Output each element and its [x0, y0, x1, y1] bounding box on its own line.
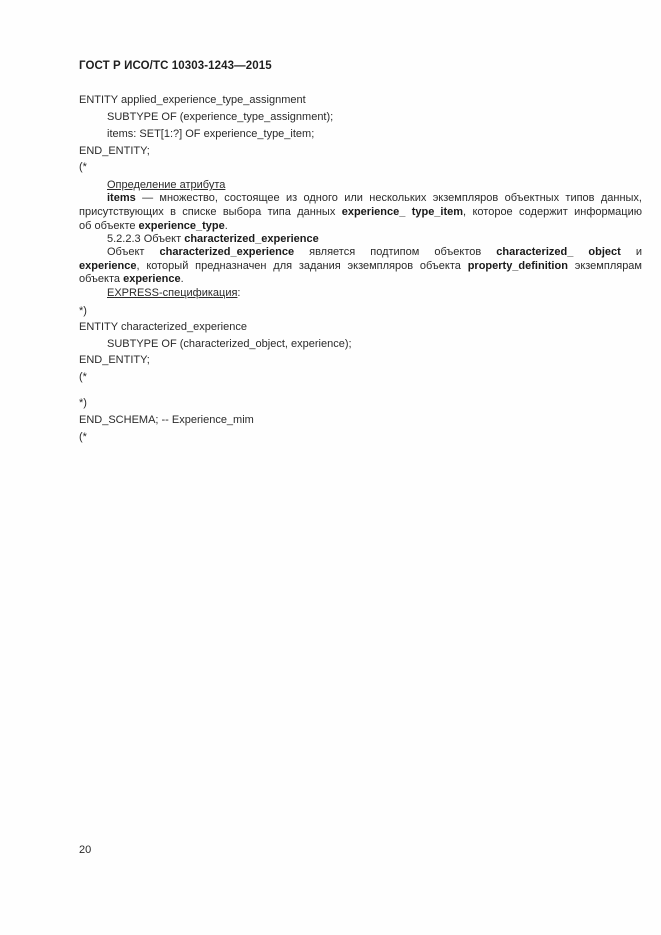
- entity-name: characterized_ object: [496, 246, 621, 258]
- section-desc-line-3: [79, 272, 184, 286]
- entity-declaration: ENTITY applied_experience_type_assignment: [79, 94, 306, 106]
- entity-name: experience_type: [138, 220, 225, 232]
- definition-text: об объекте: [79, 220, 139, 232]
- entity-name: experience: [79, 260, 137, 272]
- comment-close: *): [79, 397, 87, 409]
- definition-text: присутствующих в списке выбора типа данных: [79, 206, 342, 218]
- definition-text: — множество, состоящее из одного или нескольких экземпляров объектных типов данных,: [135, 192, 642, 204]
- desc-text: является подтипом объектов: [294, 246, 497, 258]
- express-heading: EXPRESS-спецификация: [107, 287, 238, 299]
- definition-line-2: [79, 205, 642, 219]
- desc-text: Объект: [107, 246, 160, 258]
- colon: :: [237, 287, 241, 299]
- desc-text: экземплярам: [567, 260, 642, 272]
- comment-open: (*: [79, 371, 87, 383]
- section-number: 5.2.2.3 Объект: [107, 233, 185, 245]
- page-number: 20: [79, 844, 92, 856]
- desc-text: объекта: [79, 273, 124, 285]
- definition-text: .: [224, 220, 228, 232]
- section-title: characterized_experience: [184, 233, 319, 245]
- comment-open: (*: [79, 431, 87, 443]
- section-heading: [107, 232, 319, 246]
- express-spec-label: [107, 286, 240, 300]
- section-desc-line-2: [79, 259, 642, 273]
- end-entity: END_ENTITY;: [79, 354, 150, 366]
- items-attribute: items: SET[1:?] OF experience_type_item;: [107, 128, 315, 140]
- subtype-clause: SUBTYPE OF (experience_type_assignment);: [107, 111, 334, 123]
- entity-name: property_definition: [467, 260, 568, 272]
- entity-declaration: ENTITY characterized_experience: [79, 321, 247, 333]
- attribute-definition-heading: Определение атрибута: [107, 179, 226, 191]
- subtype-clause: SUBTYPE OF (characterized_object, experience);: [107, 338, 352, 350]
- definition-line-3: [79, 219, 228, 233]
- document-header: ГОСТ Р ИСО/ТС 10303-1243—2015: [79, 60, 272, 72]
- desc-text: , который предназначен для задания экземпляров объекта: [136, 260, 468, 272]
- entity-name: experience: [123, 273, 181, 285]
- desc-text: и: [620, 246, 643, 258]
- comment-open: (*: [79, 161, 87, 173]
- section-desc-line-1: [107, 245, 642, 259]
- definition-text: , которое содержит информацию: [463, 206, 642, 218]
- end-entity: END_ENTITY;: [79, 145, 150, 157]
- type-name: experience_ type_item: [341, 206, 464, 218]
- definition-line-1: [107, 191, 642, 205]
- term-items: items: [107, 192, 136, 204]
- end-schema: END_SCHEMA; -- Experience_mim: [79, 414, 254, 426]
- comment-close: *): [79, 305, 87, 317]
- desc-text: .: [180, 273, 184, 285]
- entity-name: characterized_experience: [159, 246, 295, 258]
